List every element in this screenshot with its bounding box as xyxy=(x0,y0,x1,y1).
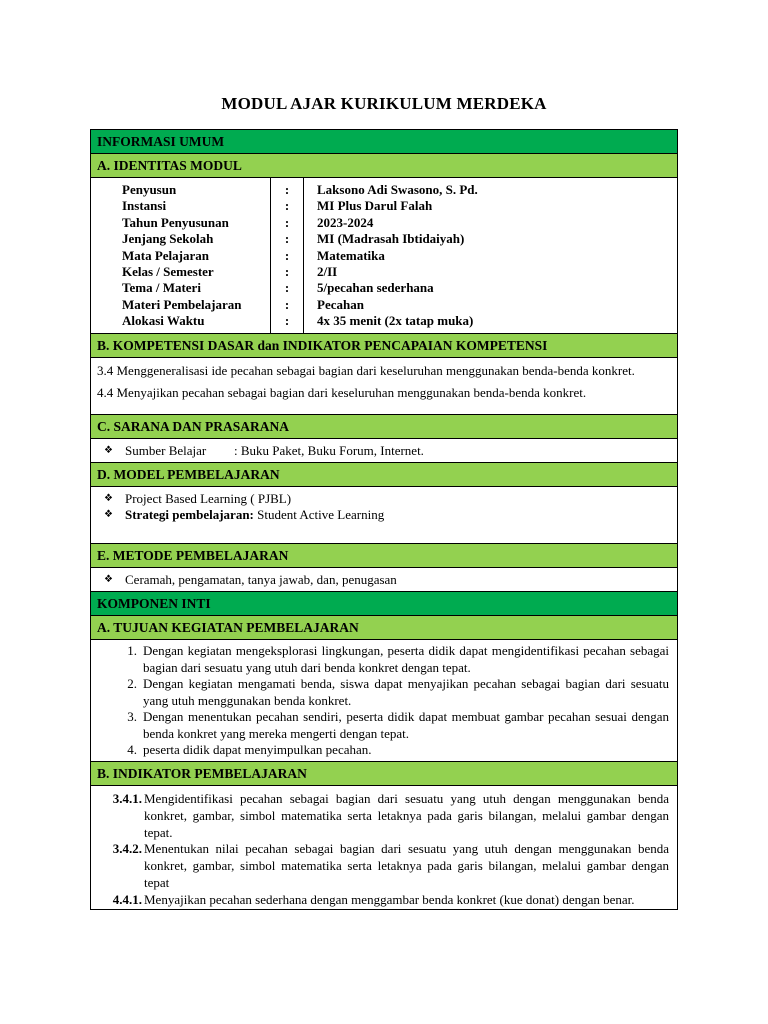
item-text: Menentukan nilai pecahan sebagai bagian dari sesuatu yang utuh dengan menggunakan benda konkret, gambar, simbol matematika serta letaknya pada garis bilangan, melalui gambar dengan tepat xyxy=(144,841,669,890)
identitas-label: Jenjang Sekolah xyxy=(122,231,214,247)
item-text: Dengan kegiatan mengamati benda, siswa dapat menyajikan pecahan sebagai bagian dari sesuatu yang utuh menggunakan benda konkret. xyxy=(143,676,669,708)
section-metode: E. METODE PEMBELAJARAN xyxy=(91,543,677,567)
metode-list xyxy=(91,567,677,591)
identitas-table xyxy=(91,177,677,333)
item-number: 2. xyxy=(127,676,137,691)
list-item xyxy=(91,841,677,891)
list-item xyxy=(91,572,677,588)
item-text: peserta didik dapat menyimpulkan pecahan. xyxy=(143,742,372,757)
item-number: 4.4.1. xyxy=(112,891,142,907)
identitas-label: Tema / Materi xyxy=(122,280,201,296)
identitas-value: MI Plus Darul Falah xyxy=(317,198,433,214)
list-item xyxy=(91,709,677,742)
identitas-label: Penyusun xyxy=(122,182,177,197)
section-kompetensi: B. KOMPETENSI DASAR dan INDIKATOR PENCAPAIAN KOMPETENSI xyxy=(91,333,677,357)
diamond-bullet-icon: ❖ xyxy=(104,509,113,520)
diamond-bullet-icon: ❖ xyxy=(104,445,113,456)
identitas-label: Materi Pembelajaran xyxy=(122,296,242,312)
identitas-label: Tahun Penyusunan xyxy=(122,214,229,230)
list-item xyxy=(91,507,677,523)
list-item xyxy=(91,643,677,676)
section-tujuan: A. TUJUAN KEGIATAN PEMBELAJARAN xyxy=(91,615,677,639)
model-list xyxy=(91,486,677,543)
kompetensi-list xyxy=(91,357,677,414)
identitas-labels xyxy=(91,178,270,333)
sarana-label: Sumber Belajar xyxy=(125,443,207,458)
item-number: 3.4.1. xyxy=(112,791,142,806)
list-item xyxy=(91,892,677,909)
model-strategy-value: Student Active Learning xyxy=(253,507,385,522)
identitas-value: 4x 35 menit (2x tatap muka) xyxy=(317,313,474,329)
separator-colon: : xyxy=(284,247,290,263)
section-model: D. MODEL PEMBELAJARAN xyxy=(91,462,677,486)
identitas-value: Pecahan xyxy=(317,296,364,312)
section-informasi-umum: INFORMASI UMUM xyxy=(91,129,677,153)
identitas-values xyxy=(304,178,677,333)
diamond-bullet-icon: ❖ xyxy=(104,493,113,504)
list-item xyxy=(91,491,677,507)
section-sarana: C. SARANA DAN PRASARANA xyxy=(91,414,677,438)
separator-colon: : xyxy=(284,280,290,296)
item-text: Mengidentifikasi pecahan sebagai bagian dari sesuatu yang utuh dengan menggunakan benda konkret, gambar, simbol matematika serta letaknya pada garis bilangan, melalui gambar dengan tepat. xyxy=(144,791,669,840)
identitas-label: Mata Pelajaran xyxy=(122,247,210,263)
item-number: 3.4.2. xyxy=(112,841,142,857)
indikator-list xyxy=(91,785,677,909)
item-text: Dengan menentukan pecahan sendiri, peserta didik dapat membuat gambar pecahan sesuai dengan benda konkret yang mereka mengerti dengan tepat. xyxy=(143,709,669,741)
item-text: Menyajikan pecahan sederhana dengan menggambar benda konkret (kue donat) dengan benar. xyxy=(144,891,635,907)
separator-colon: : xyxy=(284,264,290,280)
identitas-value: Matematika xyxy=(317,247,385,263)
identitas-value: Laksono Adi Swasono, S. Pd. xyxy=(317,182,478,197)
identitas-value: 2023-2024 xyxy=(317,214,374,230)
tujuan-list xyxy=(91,639,677,761)
list-item xyxy=(91,791,677,841)
identitas-value: MI (Madrasah Ibtidaiyah) xyxy=(317,231,465,247)
sarana-list xyxy=(91,438,677,462)
item-number: 1. xyxy=(127,643,137,658)
separator-colon: : xyxy=(284,182,290,197)
section-indikator: B. INDIKATOR PEMBELAJARAN xyxy=(91,761,677,785)
document-title: MODUL AJAR KURIKULUM MERDEKA xyxy=(221,94,547,113)
separator-colon: : xyxy=(284,231,290,247)
item-number: 3. xyxy=(127,709,137,724)
identitas-value: 2/II xyxy=(317,264,338,280)
diamond-bullet-icon: ❖ xyxy=(104,574,113,585)
identitas-label: Alokasi Waktu xyxy=(122,313,205,329)
separator-colon: : xyxy=(284,313,290,329)
kompetensi-item: 4.4 Menyajikan pecahan sebagai bagian dari keseluruhan menggunakan benda-benda konkret. xyxy=(97,385,587,400)
kompetensi-item: 3.4 Menggeneralisasi ide pecahan sebagai bagian dari keseluruhan menggunakan benda-benda konkret. xyxy=(97,363,635,378)
separator-colon: : xyxy=(284,214,290,230)
identitas-label: Kelas / Semester xyxy=(122,264,214,280)
model-strategy-label: Strategi pembelajaran: xyxy=(125,507,254,522)
list-item xyxy=(91,742,677,759)
identitas-value: 5/pecahan sederhana xyxy=(317,280,434,296)
item-number: 4. xyxy=(127,742,137,757)
sarana-value: : Buku Paket, Buku Forum, Internet. xyxy=(234,443,424,458)
module-table xyxy=(90,129,678,910)
identitas-separators xyxy=(270,178,304,333)
metode-item: Ceramah, pengamatan, tanya jawab, dan, penugasan xyxy=(125,572,397,587)
list-item xyxy=(91,676,677,709)
separator-colon: : xyxy=(284,296,290,312)
list-item xyxy=(91,443,677,459)
section-identitas-modul: A. IDENTITAS MODUL xyxy=(91,153,677,177)
item-text: Dengan kegiatan mengeksplorasi lingkungan, peserta didik dapat mengidentifikasi pecahan sebagai bagian dari sesuatu yang utuh dari benda konkret dengan tepat. xyxy=(143,643,669,675)
model-item: Project Based Learning ( PJBL) xyxy=(125,491,292,506)
section-komponen-inti: KOMPONEN INTI xyxy=(91,591,677,615)
separator-colon: : xyxy=(284,198,290,214)
identitas-label: Instansi xyxy=(122,198,167,214)
